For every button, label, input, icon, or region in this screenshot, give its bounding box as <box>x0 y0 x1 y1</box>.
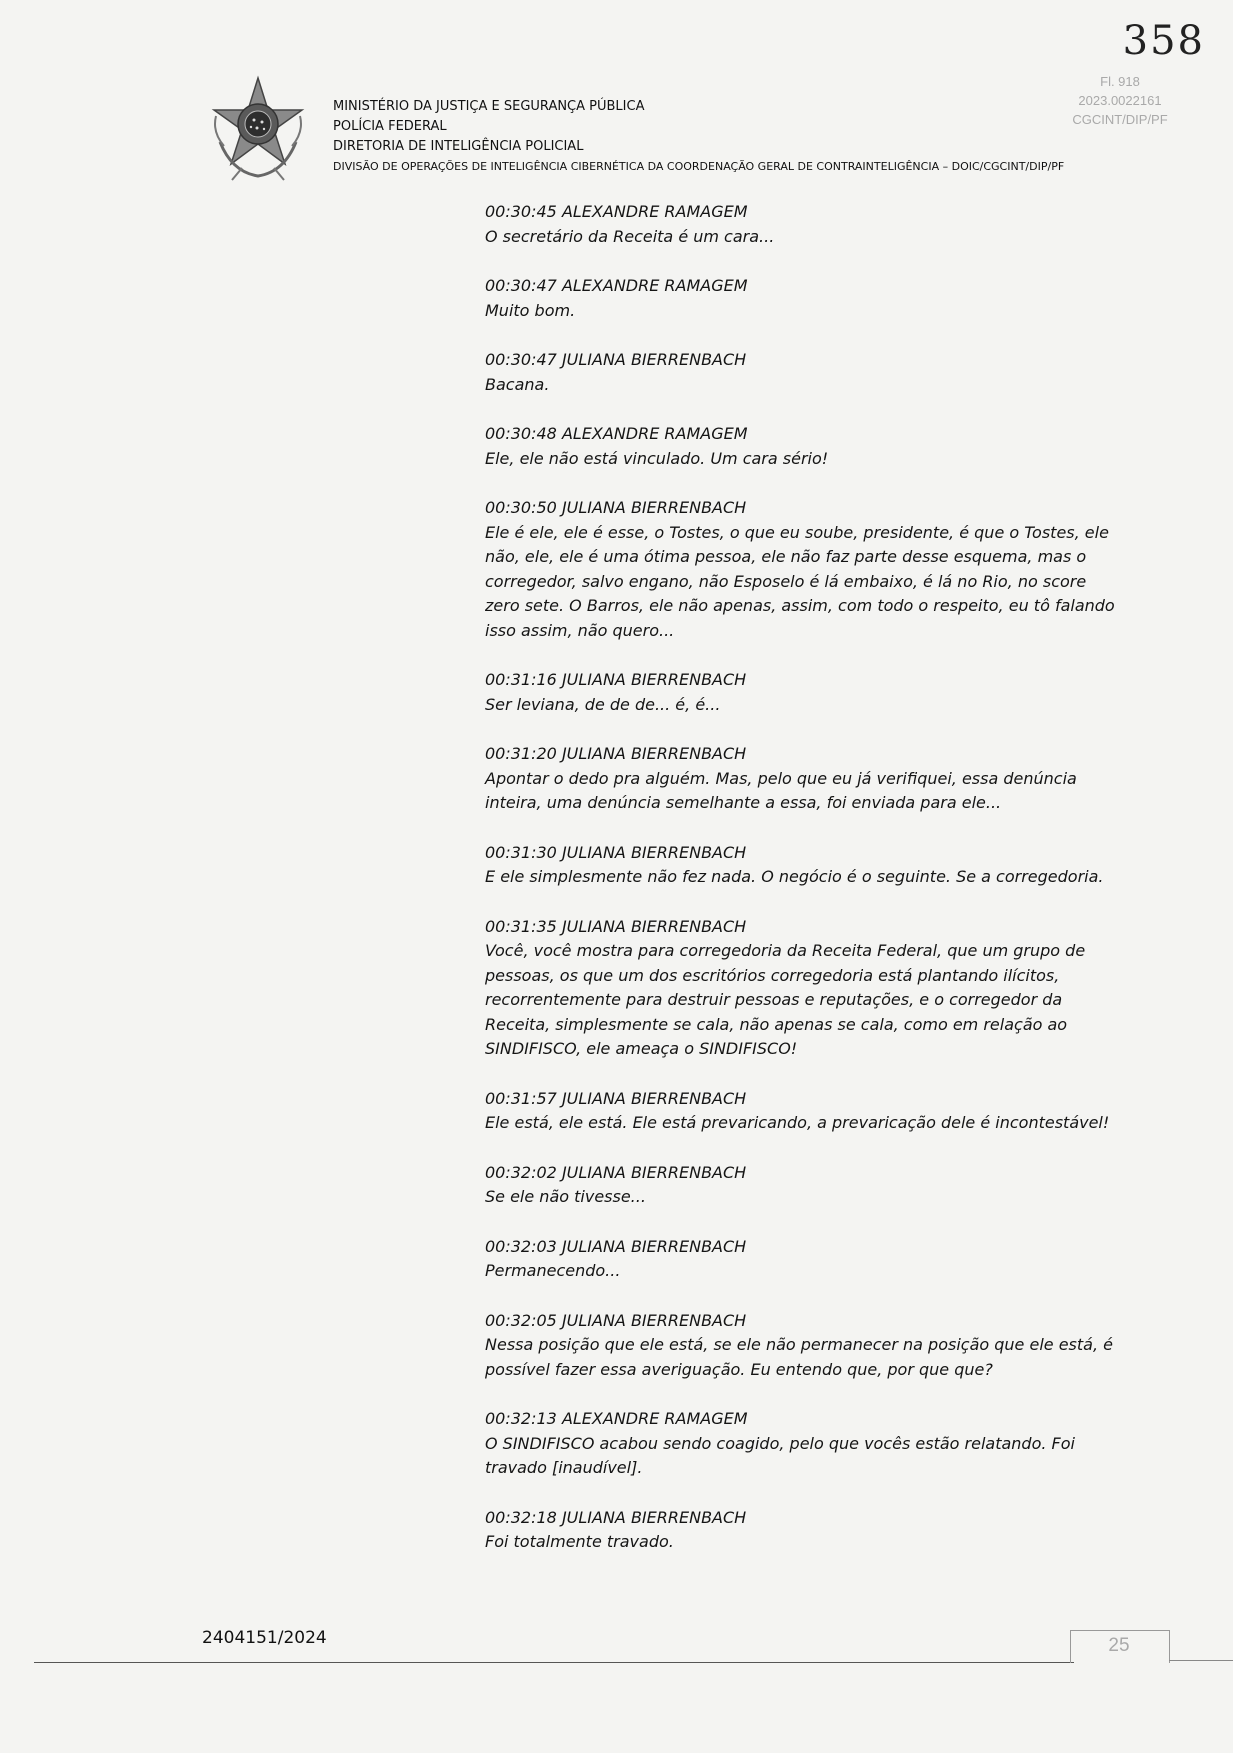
entry-speaker: 00:32:18 JULIANA BIERRENBACH <box>485 1507 747 1527</box>
header-division: DIVISÃO DE OPERAÇÕES DE INTELIGÊNCIA CIBERNÉTICA DA COORDENAÇÃO GERAL DE CONTRAINTELIGÊNCIA – DOIC/CGCINT/DIP/PF <box>333 160 1065 173</box>
transcript-entry <box>485 1161 1125 1210</box>
entry-speaker: 00:32:02 JULIANA BIERRENBACH <box>485 1162 747 1182</box>
header-agency: POLÍCIA FEDERAL <box>333 119 447 134</box>
entry-speaker: 00:32:13 ALEXANDRE RAMAGEM <box>485 1409 748 1428</box>
transcript <box>485 200 1125 1580</box>
transcript-entry <box>485 841 1125 890</box>
transcript-entry <box>485 1087 1125 1136</box>
transcript-entry <box>485 348 1125 397</box>
stamp-unit: CGCINT/DIP/PF <box>1072 112 1168 127</box>
entry-text: Muito bom. <box>485 300 576 320</box>
transcript-entry <box>485 200 1125 249</box>
footer-divider-right <box>1169 1660 1233 1661</box>
entry-text: Foi totalmente travado. <box>485 1532 674 1551</box>
header-ministry: MINISTÉRIO DA JUSTIÇA E SEGURANÇA PÚBLICA <box>333 99 645 114</box>
header-directorate: DIRETORIA DE INTELIGÊNCIA POLICIAL <box>333 139 584 154</box>
entry-text: Ele está, ele está. Ele está prevaricando, a prevaricação dele é incontestável! <box>485 1113 1110 1132</box>
entry-speaker: 00:30:48 ALEXANDRE RAMAGEM <box>485 424 748 443</box>
entry-text: Se ele não tivesse... <box>485 1187 646 1206</box>
entry-speaker: 00:31:20 JULIANA BIERRENBACH <box>485 744 747 763</box>
transcript-entry <box>485 496 1125 643</box>
transcript-entry <box>485 1407 1125 1481</box>
transcript-entry <box>485 1235 1125 1284</box>
entry-speaker: 00:30:47 JULIANA BIERRENBACH <box>485 350 747 369</box>
entry-speaker: 00:31:16 JULIANA BIERRENBACH <box>485 670 747 689</box>
transcript-entry <box>485 915 1125 1062</box>
entry-text: O SINDIFISCO acabou sendo coagido, pelo que vocês estão relatando. Foi travado [inaudível]. <box>485 1433 1075 1477</box>
transcript-entry <box>485 742 1125 816</box>
entry-text: E ele simplesmente não fez nada. O negócio é o seguinte. Se a corregedoria. <box>485 867 1104 886</box>
stamp-process-number: 2023.0022161 <box>1078 93 1162 108</box>
footer-divider <box>34 1662 1074 1663</box>
document-header <box>333 97 1064 177</box>
footer-page-number: 25 <box>1108 1635 1130 1656</box>
entry-speaker: 00:30:50 JULIANA BIERRENBACH <box>485 498 747 517</box>
entry-speaker: 00:31:35 JULIANA BIERRENBACH <box>485 916 747 936</box>
entry-text: Ele é ele, ele é esse, o Tostes, o que eu soube, presidente, é que o Tostes, ele não, ele, ele é uma ótima pessoa, ele não faz parte desse esquema, mas o corregedor, salvo engano, não Esposelo é lá embaixo, é lá no Rio, no score zero sete. O Barros, ele não apenas, assim, com todo o respeito, eu tô falando isso assim, não quero... <box>485 522 1115 640</box>
handwritten-page-number: 358 <box>1122 18 1205 64</box>
transcript-entry <box>485 668 1125 717</box>
entry-text: Nessa posição que ele está, se ele não permanecer na posição que ele está, é possível fazer essa averiguação. Eu entendo que, por que que? <box>485 1335 1113 1379</box>
entry-text: O secretário da Receita é um cara... <box>485 226 775 246</box>
entry-text: Você, você mostra para corregedoria da Receita Federal, que um grupo de pessoas, os que um dos escritórios corregedoria está plantando ilícitos, recorrentemente para destruir pessoas e reputações, e o corregedor da Receita, simplesmente se cala, não apenas se cala, como em relação ao SINDIFISCO, ele ameaça o SINDIFISCO! <box>485 941 1086 1058</box>
entry-speaker: 00:30:45 ALEXANDRE RAMAGEM <box>485 202 748 221</box>
entry-speaker: 00:32:03 JULIANA BIERRENBACH <box>485 1236 747 1256</box>
entry-speaker: 00:31:30 JULIANA BIERRENBACH <box>485 842 747 862</box>
entry-text: Apontar o dedo pra alguém. Mas, pelo que eu já verifiquei, essa denúncia inteira, uma denúncia semelhante a essa, foi enviada para ele... <box>485 768 1077 812</box>
entry-text: Permanecendo... <box>485 1261 621 1280</box>
entry-text: Ele, ele não está vinculado. Um cara sério! <box>485 448 829 468</box>
transcript-entry <box>485 274 1125 323</box>
entry-speaker: 00:31:57 JULIANA BIERRENBACH <box>485 1088 747 1108</box>
transcript-entry <box>485 1506 1125 1555</box>
brazil-coat-of-arms-icon <box>202 72 314 184</box>
protocol-stamp <box>1045 72 1195 129</box>
entry-text: Ser leviana, de de de... é, é... <box>485 694 721 714</box>
transcript-entry <box>485 1309 1125 1383</box>
entry-text: Bacana. <box>485 374 550 394</box>
entry-speaker: 00:32:05 JULIANA BIERRENBACH <box>485 1310 747 1330</box>
transcript-entry <box>485 422 1125 471</box>
entry-speaker: 00:30:47 ALEXANDRE RAMAGEM <box>485 276 748 295</box>
footer-document-id: 2404151/2024 <box>202 1628 327 1648</box>
stamp-folio: Fl. 918 <box>1100 74 1140 89</box>
